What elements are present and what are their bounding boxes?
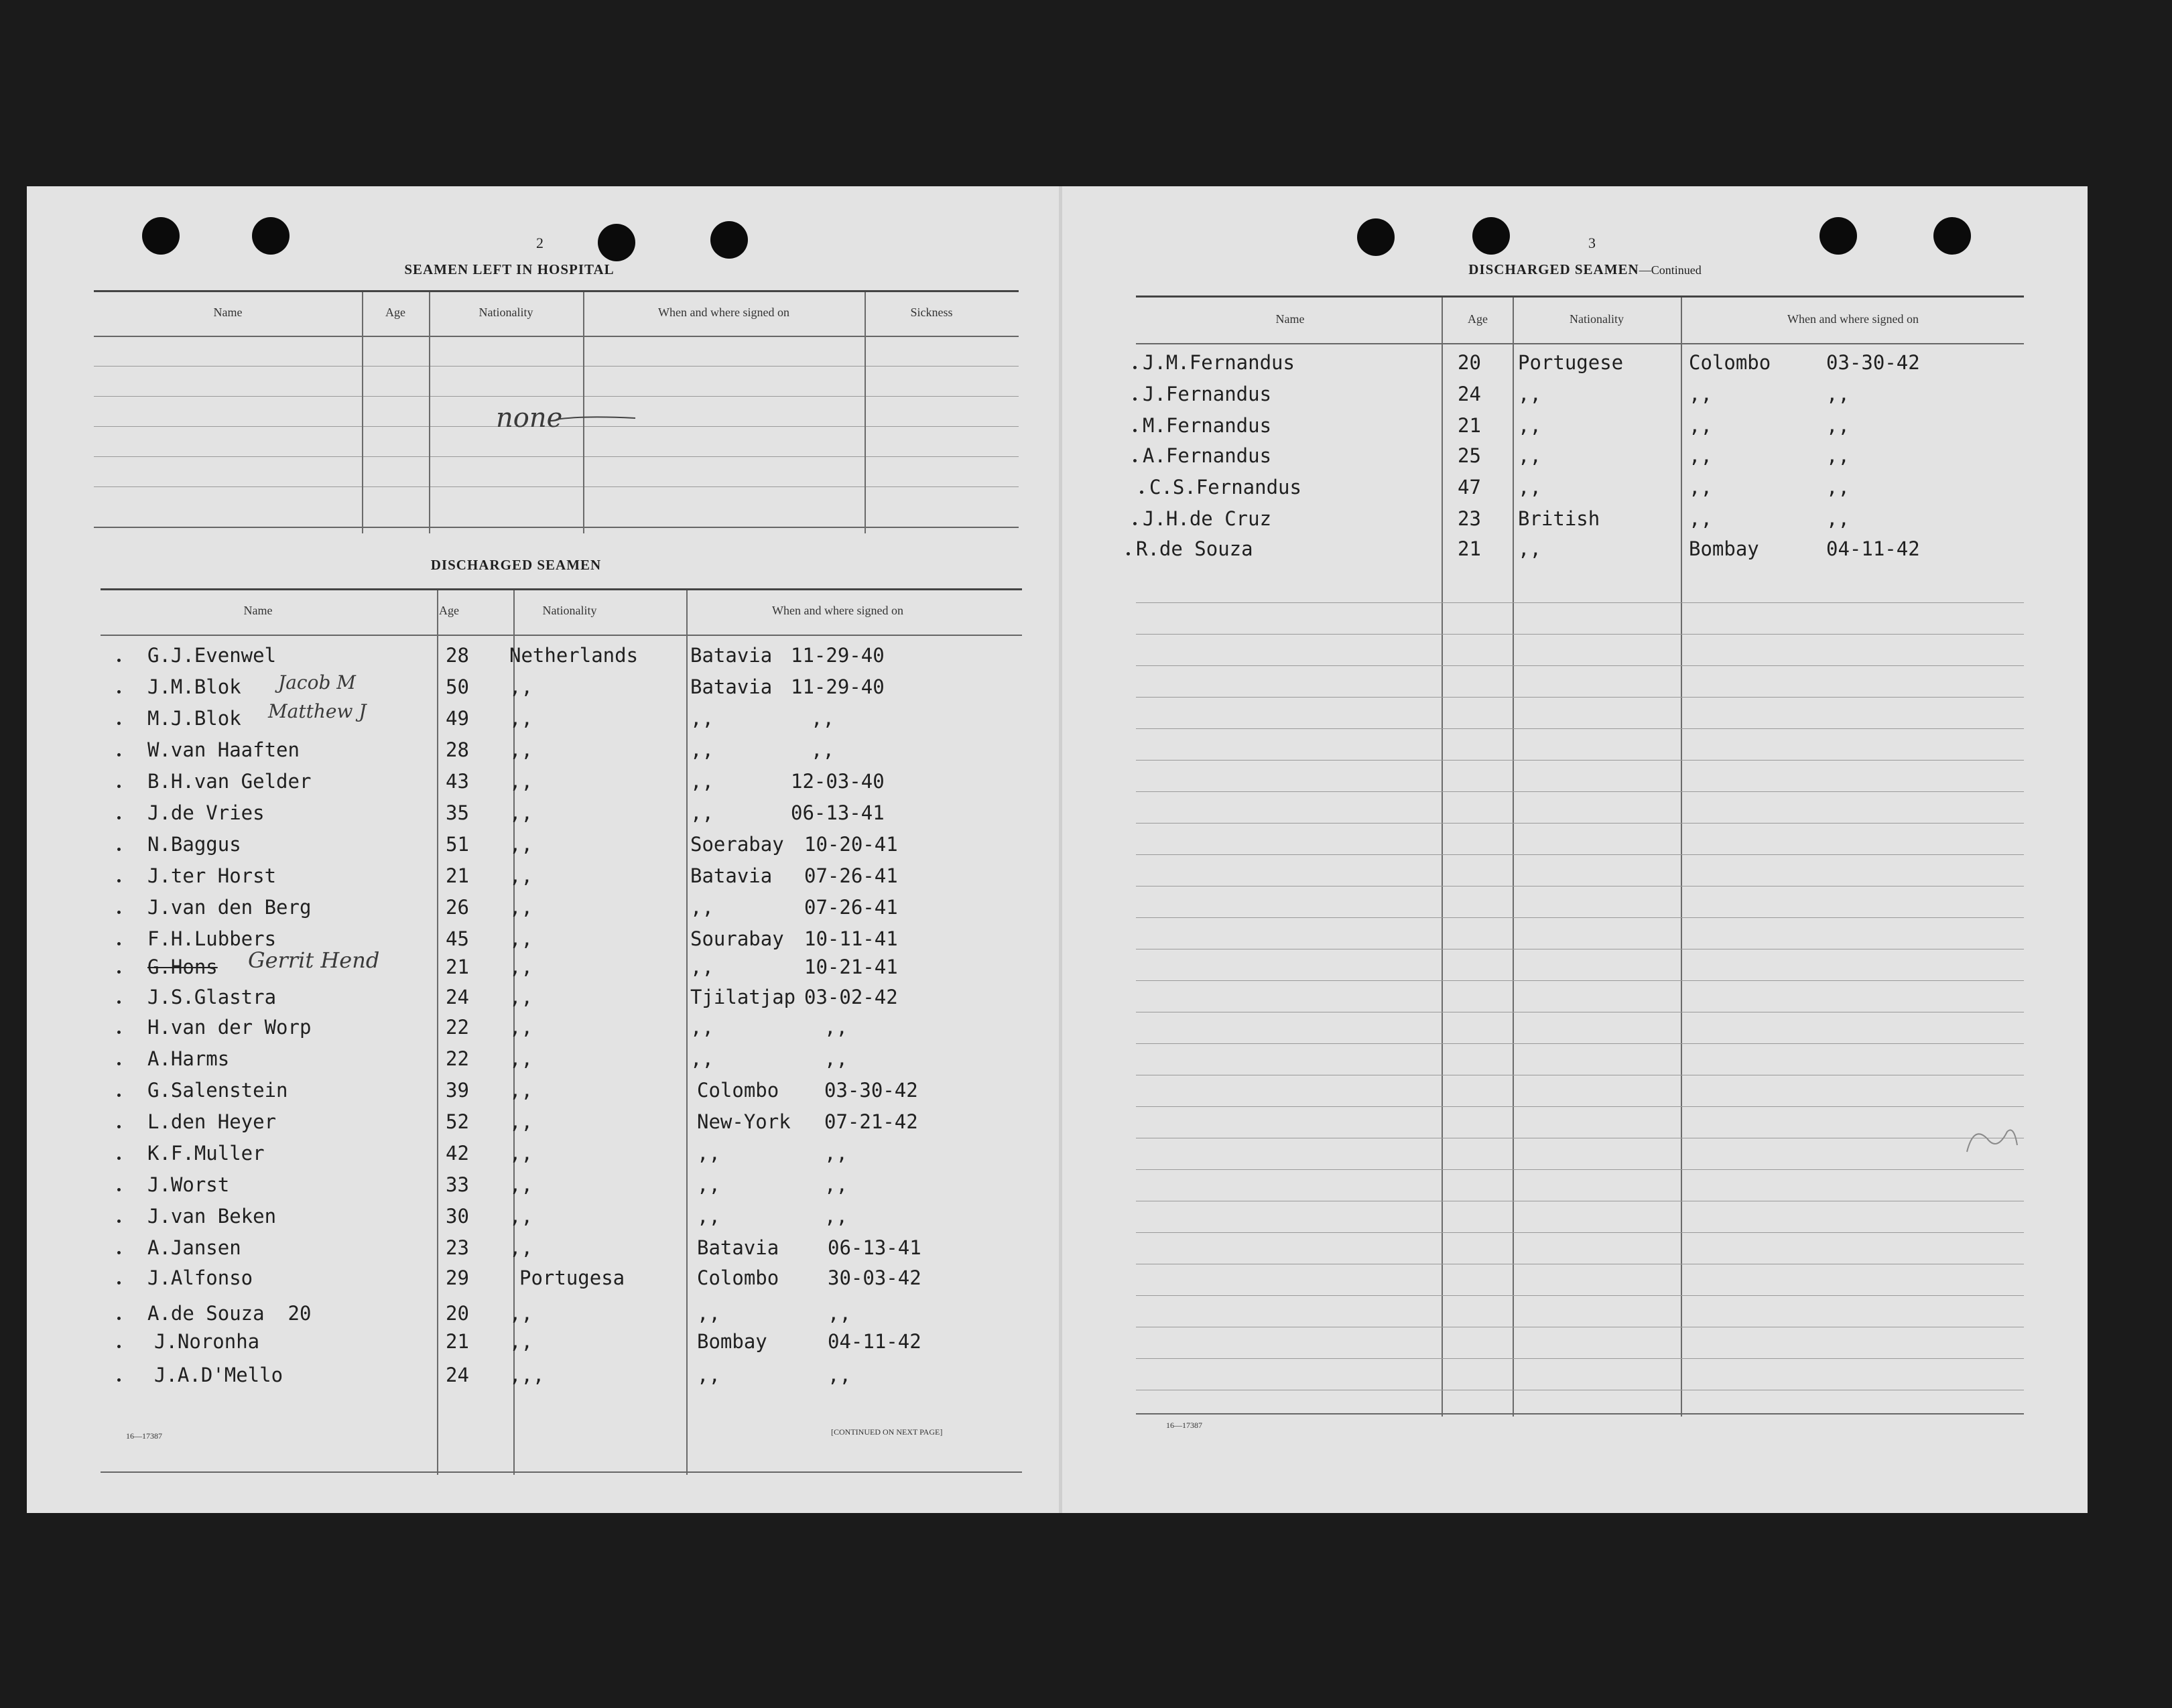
seaman-nationality: ,, [509, 1330, 533, 1353]
signed-on-place: ,, [690, 956, 714, 978]
seaman-age: 20 [1458, 351, 1481, 374]
seaman-name: J.Noronha [154, 1330, 260, 1353]
signed-on-place: ,, [697, 1173, 720, 1196]
seaman-age: 21 [446, 956, 469, 978]
check-tick [117, 785, 121, 788]
col-header-signed-on: When and where signed on [772, 604, 903, 617]
seaman-name: J.A.D'Mello [154, 1364, 283, 1386]
signed-on-date: 10-21-41 [804, 956, 898, 978]
signed-on-date: ,, [1826, 476, 1850, 499]
seaman-age: 45 [446, 927, 469, 950]
signed-on-place: ,, [690, 1047, 714, 1070]
seaman-nationality: ,, [509, 770, 533, 793]
table-row [1136, 537, 2024, 568]
seaman-name: N.Baggus [147, 833, 241, 856]
table-row [101, 1364, 1022, 1394]
signed-on-place: ,, [697, 1364, 720, 1386]
signed-on-date: ,, [824, 1142, 848, 1165]
col-header-name: Name [243, 604, 273, 617]
seaman-nationality: ,, [509, 1142, 533, 1165]
table-row [1136, 507, 2024, 538]
seaman-age: 21 [1458, 414, 1481, 437]
punch-hole [1472, 217, 1510, 255]
seaman-name: G.Hons [147, 956, 218, 978]
table-row [101, 1330, 1022, 1361]
seaman-nationality: ,, [509, 1110, 533, 1133]
check-tick [1140, 490, 1143, 494]
signed-on-place: Colombo [1689, 351, 1771, 374]
punch-hole [598, 224, 635, 261]
handwritten-dash [556, 413, 637, 426]
check-tick [1133, 429, 1137, 432]
table-bottom-rule [1136, 1413, 2024, 1415]
seaman-age: 30 [446, 1205, 469, 1228]
signed-on-date: 12-03-40 [791, 770, 885, 793]
check-tick [117, 1220, 121, 1223]
signed-on-date: ,, [824, 1205, 848, 1228]
seaman-age: 28 [446, 738, 469, 761]
discharged-table [101, 588, 1022, 1475]
signed-on-place: Batavia [697, 1236, 779, 1259]
signed-on-date: 04-11-42 [828, 1330, 921, 1353]
seaman-nationality: ,, [1518, 383, 1541, 405]
table-row [101, 770, 1022, 801]
discharged-section-title: DISCHARGED SEAMEN [430, 557, 602, 573]
blank-row-rule [1136, 602, 2024, 603]
check-tick [117, 1000, 121, 1004]
signed-on-place: ,, [1689, 444, 1712, 467]
seaman-name: J.M.Blok [147, 675, 241, 698]
table-bottom-rule [94, 527, 1019, 528]
table-row [101, 1079, 1022, 1110]
discharged-continued-table [1136, 295, 2024, 1417]
seaman-nationality: ,, [509, 986, 533, 1008]
table-row [1136, 351, 2024, 382]
seaman-name: J.M.Fernandus [1143, 351, 1295, 374]
table-row [1136, 476, 2024, 507]
table-row [101, 1205, 1022, 1236]
seaman-nationality: ,, [509, 1236, 533, 1259]
col-header-nationality: Nationality [542, 604, 597, 617]
seaman-age: 24 [446, 986, 469, 1008]
check-tick [117, 1031, 121, 1034]
seaman-age: 50 [446, 675, 469, 698]
check-tick [1133, 522, 1137, 525]
signed-on-date: 04-11-42 [1826, 537, 1920, 560]
blank-row-rule [1136, 980, 2024, 981]
signed-on-date: 06-13-41 [828, 1236, 921, 1259]
table-row [101, 700, 1022, 738]
check-tick [1133, 459, 1137, 462]
signed-on-place: ,, [1689, 507, 1712, 530]
table-row [101, 833, 1022, 864]
seaman-nationality: ,, [509, 801, 533, 824]
table-row [101, 927, 1022, 958]
signed-on-date: ,, [811, 707, 834, 730]
signed-on-date: ,, [811, 738, 834, 761]
col-header-nationality: Nationality [478, 306, 533, 319]
signed-on-place: Colombo [697, 1266, 779, 1289]
seaman-name: A.Jansen [147, 1236, 241, 1259]
signed-on-place: Batavia [690, 864, 773, 887]
blank-row-rule [1136, 728, 2024, 729]
signed-on-place: ,, [697, 1302, 720, 1325]
col-header-sickness: Sickness [910, 306, 953, 319]
row-rule [94, 366, 1019, 367]
check-tick [1133, 397, 1137, 401]
check-tick [117, 848, 121, 851]
header-rule [94, 336, 1019, 337]
check-tick [1133, 366, 1137, 369]
table-row [101, 1142, 1022, 1173]
blank-row-rule [1136, 1295, 2024, 1296]
blank-row-rule [1136, 791, 2024, 792]
blank-row-rule [1136, 1106, 2024, 1107]
signed-on-place: Sourabay [690, 927, 784, 950]
seaman-age: 52 [446, 1110, 469, 1133]
seaman-name: J.H.de Cruz [1143, 507, 1272, 530]
check-tick [117, 942, 121, 945]
table-row [1136, 414, 2024, 445]
punch-hole [1357, 218, 1395, 256]
seaman-age: 33 [446, 1173, 469, 1196]
seaman-name: J.Alfonso [147, 1266, 253, 1289]
seaman-nationality: ,, [509, 1047, 533, 1070]
page-number: 3 [1588, 235, 1596, 251]
blank-row-rule [1136, 634, 2024, 635]
col-header-name: Name [1275, 312, 1305, 326]
signed-on-place: Tjilatjap [690, 986, 796, 1008]
seaman-nationality: ,, [1518, 444, 1541, 467]
seaman-nationality: ,, [1518, 414, 1541, 437]
seaman-age: 24 [446, 1364, 469, 1386]
col-divider [429, 292, 430, 533]
seaman-age: 28 [446, 644, 469, 667]
seaman-nationality: ,, [509, 1016, 533, 1039]
table-row [1136, 383, 2024, 413]
left-page [27, 186, 1059, 1513]
signed-on-place: ,, [1689, 383, 1712, 405]
table-bottom-rule [101, 1471, 1022, 1473]
form-number: 16—17387 [126, 1431, 162, 1441]
col-header-age: Age [439, 604, 459, 617]
table-row [101, 644, 1022, 675]
continued-note: [CONTINUED ON NEXT PAGE] [831, 1427, 943, 1437]
seaman-name: H.van der Worp [147, 1016, 312, 1039]
seaman-age: 23 [1458, 507, 1481, 530]
handwritten-none: none [496, 403, 563, 434]
table-row [101, 1047, 1022, 1078]
seaman-name: F.H.Lubbers [147, 927, 277, 950]
col-header-nationality: Nationality [1570, 312, 1624, 326]
punch-hole [1819, 217, 1857, 255]
check-tick [117, 816, 121, 819]
seaman-name: K.F.Muller [147, 1142, 265, 1165]
seaman-nationality: ,, [509, 1205, 533, 1228]
hospital-table [94, 290, 1019, 533]
handwritten-first-name: Jacob M [278, 671, 356, 694]
seaman-age: 21 [1458, 537, 1481, 560]
seaman-age: 22 [446, 1047, 469, 1070]
seaman-age: 39 [446, 1079, 469, 1102]
col-header-age: Age [385, 306, 405, 319]
seaman-age: 29 [446, 1266, 469, 1289]
check-tick [117, 1251, 121, 1254]
check-tick [117, 722, 121, 725]
seaman-nationality: ,, [509, 1173, 533, 1196]
blank-row-rule [1136, 697, 2024, 698]
signed-on-place: Batavia [690, 675, 773, 698]
seaman-nationality: ,, [1518, 476, 1541, 499]
check-tick [117, 753, 121, 757]
punch-hole [1933, 217, 1971, 255]
table-row [101, 1302, 1022, 1333]
check-tick [117, 879, 121, 882]
signed-on-place: ,, [1689, 414, 1712, 437]
signed-on-date: 06-13-41 [791, 801, 885, 824]
punch-hole [710, 221, 748, 259]
signed-on-place: ,, [690, 896, 714, 919]
signed-on-place: ,, [1689, 476, 1712, 499]
row-rule [94, 396, 1019, 397]
seaman-nationality: ,, [509, 675, 533, 698]
seaman-age: 24 [1458, 383, 1481, 405]
seaman-age: 35 [446, 801, 469, 824]
signed-on-date: ,, [824, 1047, 848, 1070]
seaman-age: 51 [446, 833, 469, 856]
col-header-signed-on: When and where signed on [658, 306, 789, 319]
signed-on-date: 30-03-42 [828, 1266, 921, 1289]
seaman-nationality: ,, [1518, 537, 1541, 560]
seaman-name: J.S.Glastra [147, 986, 277, 1008]
seaman-age: 49 [446, 707, 469, 730]
seaman-name: G.Salenstein [147, 1079, 288, 1102]
seaman-nationality: ,, [509, 927, 533, 950]
signed-on-date: 10-11-41 [804, 927, 898, 950]
signed-on-place: New-York [697, 1110, 791, 1133]
seaman-age: 26 [446, 896, 469, 919]
signed-on-date: ,, [828, 1302, 851, 1325]
seaman-name: A.Harms [147, 1047, 230, 1070]
blank-row-rule [1136, 1043, 2024, 1044]
check-tick [117, 1345, 121, 1348]
check-tick [117, 1378, 121, 1382]
seaman-age: 25 [1458, 444, 1481, 467]
seaman-age: 43 [446, 770, 469, 793]
check-tick [117, 659, 121, 662]
header-rule [1136, 343, 2024, 344]
title-text: DISCHARGED SEAMEN [1468, 261, 1639, 277]
signed-on-place: ,, [690, 707, 714, 730]
check-tick [117, 1317, 121, 1320]
table-row [101, 1236, 1022, 1267]
seaman-age: 23 [446, 1236, 469, 1259]
form-number: 16—17387 [1166, 1421, 1202, 1430]
signed-on-place: ,, [690, 738, 714, 761]
hospital-section-title: SEAMEN LEFT IN HOSPITAL [404, 261, 615, 277]
ledger-paper [27, 186, 2088, 1513]
seaman-nationality: ,, [509, 1302, 533, 1325]
signed-on-place: ,, [697, 1205, 720, 1228]
check-tick [117, 690, 121, 694]
signed-on-date: 03-30-42 [1826, 351, 1920, 374]
seaman-name: M.Fernandus [1143, 414, 1272, 437]
signed-on-place: ,, [690, 770, 714, 793]
punch-hole [252, 217, 290, 255]
check-tick [1127, 552, 1130, 555]
table-row [101, 1016, 1022, 1047]
blank-row-rule [1136, 823, 2024, 824]
col-header-name: Name [213, 306, 243, 319]
blank-row-rule [1136, 917, 2024, 918]
seaman-nationality: British [1518, 507, 1600, 530]
signed-on-place: Soerabay [690, 833, 784, 856]
row-rule [94, 486, 1019, 487]
seaman-age: 22 [446, 1016, 469, 1039]
check-tick [117, 1281, 121, 1285]
seaman-name: J.ter Horst [147, 864, 277, 887]
seaman-name: J.Fernandus [1143, 383, 1272, 405]
pencil-mark [1960, 1118, 2021, 1165]
seaman-nationality: ,, [509, 1079, 533, 1102]
check-tick [117, 1094, 121, 1097]
table-row [101, 801, 1022, 832]
signed-on-date: ,, [1826, 383, 1850, 405]
title-suffix: —Continued [1639, 263, 1702, 277]
signed-on-date: 11-29-40 [791, 644, 885, 667]
table-row [101, 1110, 1022, 1141]
punch-hole [142, 217, 180, 255]
signed-on-place: ,, [690, 1016, 714, 1039]
col-divider [865, 292, 866, 533]
seaman-nationality: Netherlands [509, 644, 639, 667]
signed-on-date: ,, [1826, 414, 1850, 437]
col-header-signed-on: When and where signed on [1787, 312, 1919, 326]
signed-on-date: 07-26-41 [804, 864, 898, 887]
signed-on-place: Bombay [697, 1330, 767, 1353]
seaman-age: 21 [446, 864, 469, 887]
blank-row-rule [1136, 760, 2024, 761]
table-row [101, 1266, 1022, 1297]
blank-row-rule [1136, 854, 2024, 855]
header-rule [101, 635, 1022, 636]
signed-on-date: ,, [824, 1173, 848, 1196]
seaman-name: J.Worst [147, 1173, 230, 1196]
seaman-nationality: ,, [509, 896, 533, 919]
handwritten-first-name: Matthew J [268, 700, 367, 722]
table-row [101, 864, 1022, 895]
seaman-name: A.Fernandus [1143, 444, 1272, 467]
seaman-age: 47 [1458, 476, 1481, 499]
col-divider [362, 292, 363, 533]
signed-on-place: Bombay [1689, 537, 1759, 560]
seaman-name: B.H.van Gelder [147, 770, 312, 793]
seaman-age: 20 [446, 1302, 469, 1325]
signed-on-place: Batavia [690, 644, 773, 667]
blank-row-rule [1136, 1232, 2024, 1233]
seaman-name: J.van Beken [147, 1205, 277, 1228]
seaman-name: A.de Souza 20 [147, 1302, 312, 1325]
seaman-nationality: ,, [509, 833, 533, 856]
check-tick [117, 1062, 121, 1065]
table-row [101, 896, 1022, 927]
signed-on-place: ,, [690, 801, 714, 824]
signed-on-date: 03-30-42 [824, 1079, 918, 1102]
seaman-name: M.J.Blok [147, 707, 241, 730]
table-row [101, 986, 1022, 1016]
signed-on-date: 10-20-41 [804, 833, 898, 856]
seaman-nationality: Portugese [1518, 351, 1624, 374]
seaman-name: R.de Souza [1136, 537, 1253, 560]
table-row [1136, 444, 2024, 475]
row-rule [94, 456, 1019, 457]
seaman-age: 21 [446, 1330, 469, 1353]
check-tick [117, 970, 121, 974]
signed-on-date: ,, [1826, 444, 1850, 467]
handwritten-first-name: Gerrit Hend [248, 947, 380, 973]
seaman-nationality: ,, [509, 738, 533, 761]
right-page [1062, 186, 2088, 1513]
seaman-name: C.S.Fernandus [1149, 476, 1301, 499]
signed-on-date: 11-29-40 [791, 675, 885, 698]
check-tick [117, 1125, 121, 1128]
check-tick [117, 1188, 121, 1191]
signed-on-date: ,, [824, 1016, 848, 1039]
table-row [101, 671, 1022, 706]
seaman-nationality: ,, [509, 864, 533, 887]
signed-on-date: ,, [828, 1364, 851, 1386]
blank-row-rule [1136, 665, 2024, 666]
table-row [101, 738, 1022, 769]
signed-on-place: Colombo [697, 1079, 779, 1102]
col-header-age: Age [1468, 312, 1488, 326]
check-tick [117, 1157, 121, 1160]
seaman-nationality: Portugesa [519, 1266, 625, 1289]
blank-row-rule [1136, 1358, 2024, 1359]
signed-on-date: ,, [1826, 507, 1850, 530]
seaman-name: G.J.Evenwel [147, 644, 277, 667]
blank-row-rule [1136, 1169, 2024, 1170]
seaman-name: J.de Vries [147, 801, 265, 824]
seaman-nationality: ,, [509, 707, 533, 730]
seaman-name: L.den Heyer [147, 1110, 277, 1133]
seaman-nationality: ,,, [509, 1364, 545, 1386]
table-row [101, 1173, 1022, 1204]
signed-on-date: 07-21-42 [824, 1110, 918, 1133]
seaman-age: 42 [446, 1142, 469, 1165]
seaman-name: J.van den Berg [147, 896, 312, 919]
seaman-nationality: ,, [509, 956, 533, 978]
signed-on-place: ,, [697, 1142, 720, 1165]
page-number: 2 [536, 235, 544, 251]
seaman-name: W.van Haaften [147, 738, 300, 761]
table-row [101, 947, 1022, 986]
signed-on-date: 03-02-42 [804, 986, 898, 1008]
signed-on-date: 07-26-41 [804, 896, 898, 919]
discharged-continued-title [1431, 261, 1739, 278]
check-tick [117, 911, 121, 914]
